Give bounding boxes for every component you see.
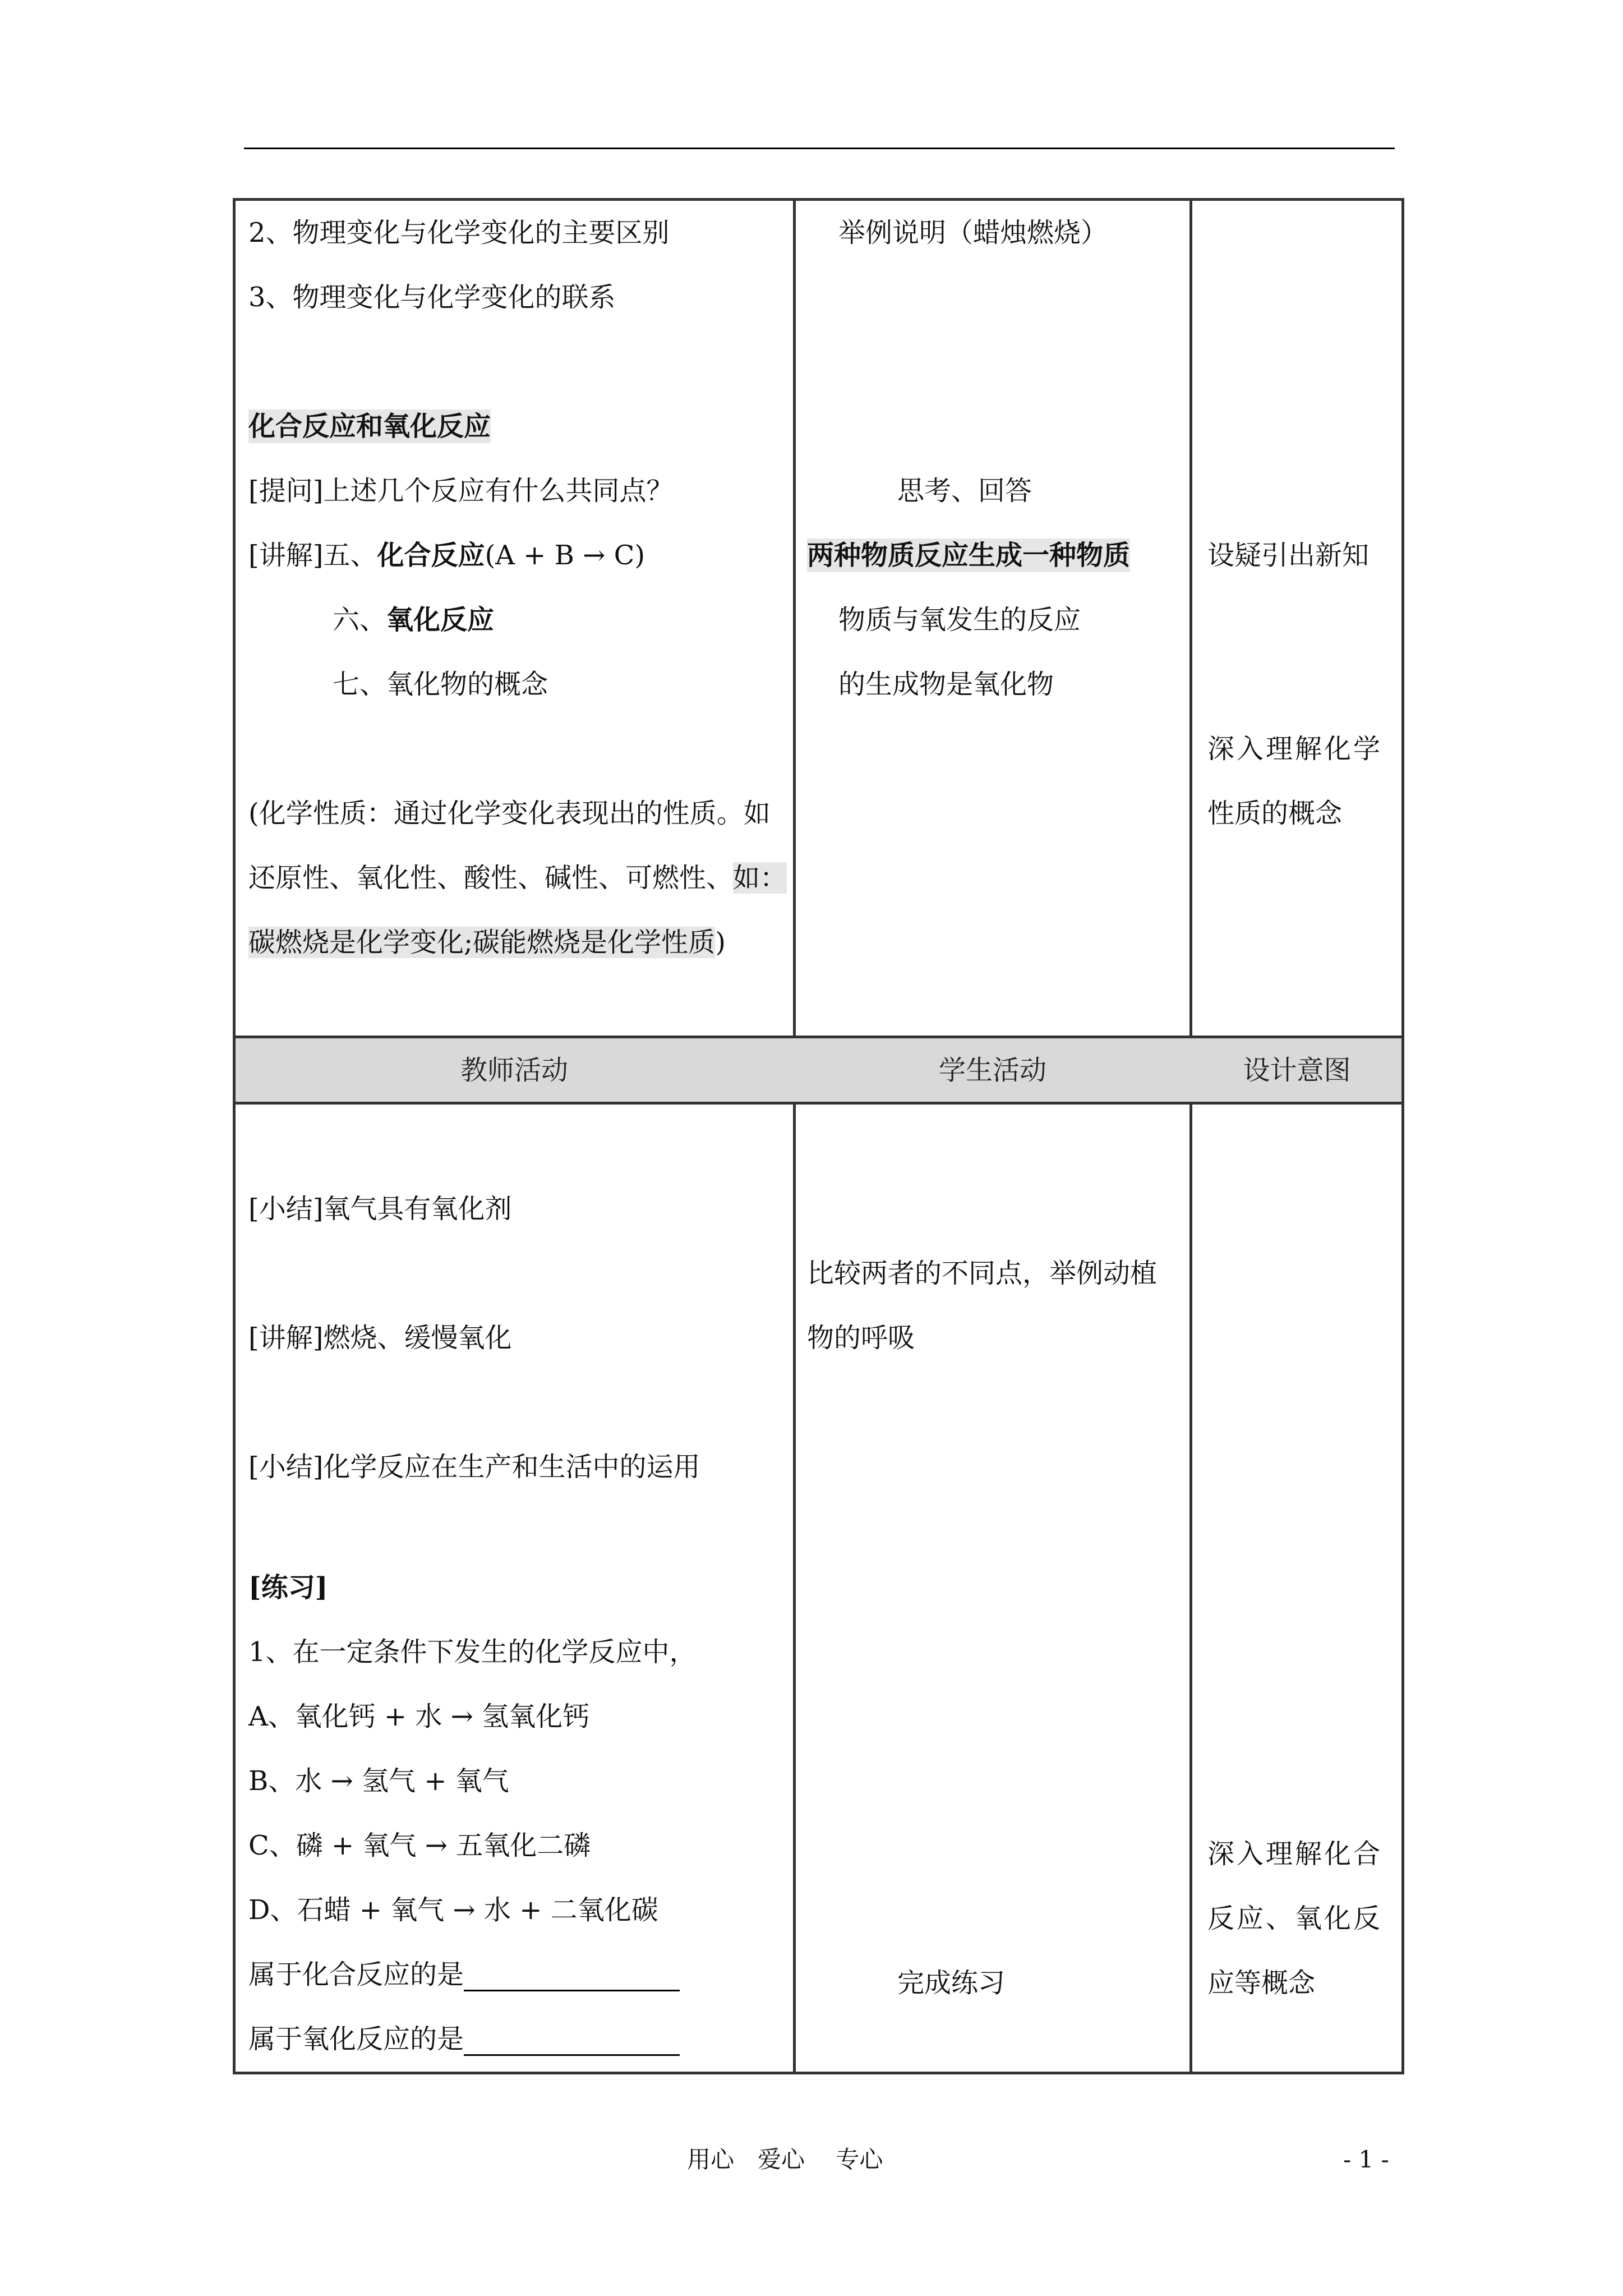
property-list: 还原性、氧化性、酸性、碱性、可燃性、 [248, 862, 734, 894]
design-lower-line-1: 深入理解化合 [1207, 1838, 1383, 1870]
exercise-option-c: C、磷 + 氧气 → 五氧化二磷 [248, 1830, 591, 1861]
example-prefix: 如： [733, 862, 787, 894]
lesson-table [233, 198, 1404, 2074]
design-line-2: 深入理解化学 [1207, 733, 1383, 765]
table-divider-1 [793, 198, 796, 2074]
explain-combustion: [讲解]燃烧、缓慢氧化 [248, 1322, 512, 1354]
section-title: 化合反应和氧化反应 [248, 411, 491, 442]
teacher-oxidation-line [333, 603, 494, 637]
header-row-top-border [233, 1036, 1404, 1038]
chemical-property-line-2 [248, 861, 787, 895]
oxidation-prefix: 六、 [333, 604, 387, 636]
design-lower-line-3: 应等概念 [1207, 1967, 1316, 1999]
summary-oxygen: [小结]氧气具有氧化剂 [248, 1193, 512, 1225]
header-rule [244, 148, 1395, 149]
teacher-explain-line [248, 539, 645, 572]
table-border-bottom [233, 2072, 1404, 2074]
oxidation-reaction-term: 氧化反应 [386, 604, 495, 636]
header-teacher: 教师活动 [460, 1055, 568, 1086]
teacher-question: [提问]上述几个反应有什么共同点？ [248, 475, 674, 507]
answer-combination-blank[interactable] [464, 1962, 680, 1991]
teacher-oxide-concept: 七、氧化物的概念 [333, 669, 548, 700]
teacher-line-2: 3、物理变化与化学变化的联系 [248, 282, 616, 313]
student-line-4: 物质与氧发生的反应 [838, 604, 1081, 636]
combination-formula: (A + B → C) [485, 540, 645, 571]
table-border-right [1401, 198, 1404, 2074]
page-number: - 1 - [1343, 2146, 1389, 2173]
header-row-bottom-border [233, 1102, 1404, 1105]
header-student: 学生活动 [938, 1055, 1046, 1086]
exercise-title: [练习] [248, 1572, 328, 1603]
student-complete-exercise: 完成练习 [897, 1967, 1006, 1999]
design-lower-line-2: 反应、氧化反 [1207, 1903, 1383, 1934]
answer-combination [248, 1958, 680, 1991]
combination-reaction-term: 化合反应 [377, 540, 485, 571]
summary-application: [小结]化学反应在生产和生活中的运用 [248, 1451, 700, 1483]
closing-paren: ) [715, 927, 726, 958]
student-compare-line-2: 物的呼吸 [807, 1322, 915, 1354]
design-line-3: 性质的概念 [1207, 798, 1343, 829]
answer-oxidation [248, 2022, 680, 2056]
answer-oxidation-blank[interactable] [464, 2026, 680, 2056]
student-compare-line-1: 比较两者的不同点，举例动植 [807, 1258, 1158, 1289]
teacher-line-1: 2、物理变化与化学变化的主要区别 [248, 217, 670, 249]
table-divider-2 [1189, 198, 1192, 2074]
design-line-1: 设疑引出新知 [1207, 540, 1370, 571]
table-border-top [233, 198, 1404, 201]
table-border-left [233, 198, 236, 2074]
exercise-question: 1、在一定条件下发生的化学反应中， [248, 1636, 697, 1668]
header-design: 设计意图 [1243, 1055, 1351, 1086]
exercise-option-b: B、水 → 氢气 + 氧气 [248, 1765, 509, 1797]
exercise-option-a: A、氧化钙 + 水 → 氢氧化钙 [248, 1701, 590, 1732]
student-line-2: 思考、回答 [897, 475, 1032, 507]
footer-motto: 用心 爱心 专心 [687, 2146, 883, 2173]
student-line-5: 的生成物是氧化物 [838, 669, 1054, 700]
answer-oxidation-label: 属于氧化反应的是 [248, 2023, 464, 2055]
explain-prefix: [讲解]五、 [248, 540, 377, 571]
answer-combination-label: 属于化合反应的是 [248, 1959, 464, 1990]
exercise-option-d: D、石蜡 + 氧气 → 水 + 二氧化碳 [248, 1894, 658, 1926]
chemical-property-line-3 [248, 926, 726, 959]
student-line-1: 举例说明（蜡烛燃烧） [838, 217, 1108, 249]
student-line-3: 两种物质反应生成一种物质 [807, 540, 1131, 571]
carbon-example: 碳燃烧是化学变化;碳能燃烧是化学性质 [248, 927, 716, 958]
chemical-property-line-1: (化学性质：通过化学变化表现出的性质。如 [248, 798, 771, 829]
